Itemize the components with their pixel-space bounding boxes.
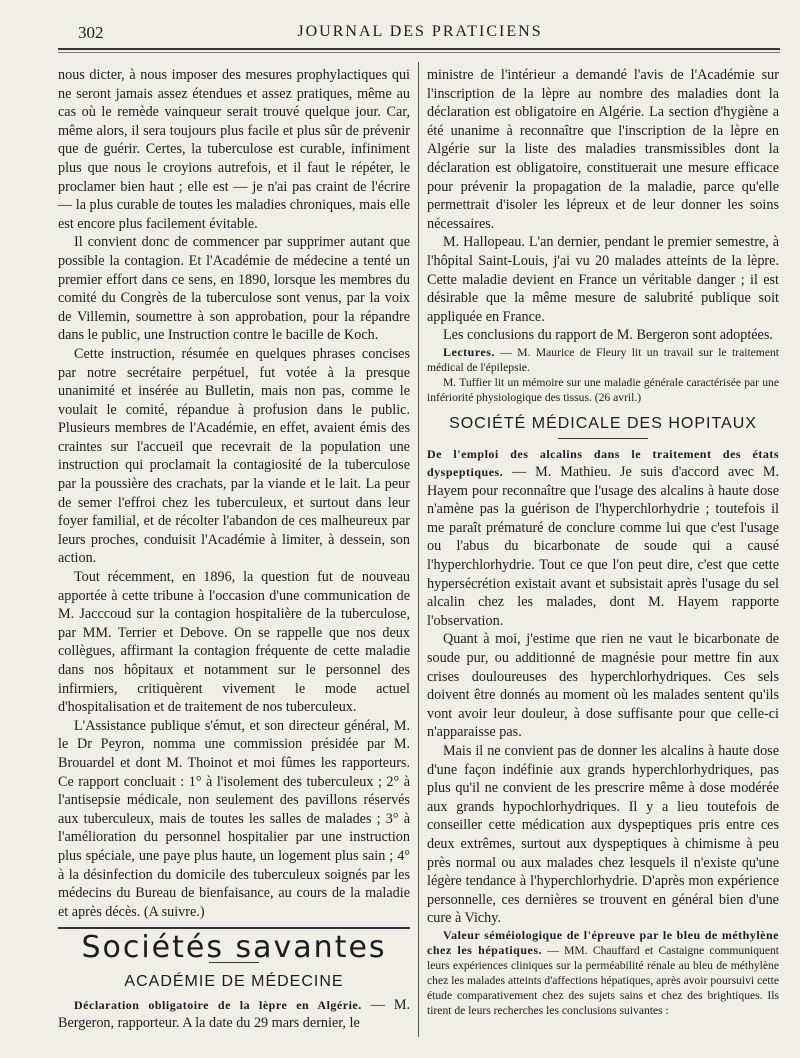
societes-savantes-title: Sociétés savantes (81, 930, 387, 966)
page-number: 302 (78, 23, 104, 42)
tuffier-paragraph: M. Tuffier lit un mémoire sur une maladie générale caractérisée par une infériorité physiologique des tissus. (26 avril.) (427, 375, 779, 404)
left-column (58, 66, 410, 1033)
declaration-lead: Déclaration obligatoire de la lèpre en Algérie. (74, 997, 362, 1012)
journal-title: JOURNAL DES PRATICIENS (297, 23, 543, 40)
page-header (60, 18, 780, 48)
alcalins-paragraph-2: Quant à moi, j'estime que rien ne vaut le bicarbonate de soude pur, ou additionné de magnésie pour mettre fin aux crises douloureuses des hyperchlorhydriques. Ces sels doivent être donnés au moment où les malades sentent qu'ils vont avoir leur douleur, à dose suffisante pour que celle-ci n'apparaisse pas. (427, 631, 779, 741)
article-paragraph-2: Il convient donc de commencer par supprimer autant que possible la contagion. Et l'Académie de médecine a tenté un premier effort dans ce sens, en 1890, lorsque les membres du comité du Congrès de la tuberculose sont venus, par la voix de Villemin, soumettre à son approbation, pour la répandre dans le public, une Instruction contre le bacille de Koch. (58, 234, 410, 344)
lectures-paragraph (427, 345, 779, 375)
lepre-paragraph-3: Les conclusions du rapport de M. Bergeron sont adoptées. (443, 327, 773, 344)
alcalins-paragraph-3: Mais il ne convient pas de donner les alcalins à haute dose d'une façon indéfinie aux grands hyperchlorhydriques, pas plus qu'il ne convient de les prescrire même à dose modérée aux grands hypochlorhydriques. Il y a lieu toutefois de conseiller cette médication aux dyspeptiques pris entre ces deux extrêmes, surtout aux dyspeptiques à chimisme à peu près normal ou aux malades chez lesquels il n'existe qu'une légère tendance à l'hyperchlorhydrie. D'après mon expérience personnelle, ces dernières se trouvent en général bien d'une cure à Vichy. (427, 743, 779, 927)
alcalins-text-1: — M. Mathieu. Je suis d'accord avec M. Hayem pour reconnaître que l'usage des alcalins à haute dose n'amène pas la guérison de l'hyperchlorhydrie ; toutefois il me paraît prématuré de conclure comme lui que c'est l'usage ou l'abus du bicarbonate de soude qui a causé l'hyperchlorhydrie. Tout ce que l'on peut dire, c'est que cette hypersécrétion existait avant et subsistait après l'usage du sel alcalin chez les malades, dont M. Hayem rapporte l'observation. (427, 464, 779, 629)
header-rule (58, 48, 780, 53)
right-column (427, 66, 779, 1018)
declaration-paragraph (58, 996, 410, 1033)
lectures-lead: Lectures. (443, 344, 495, 359)
article-paragraph-4: Tout récemment, en 1896, la question fut de nouveau apportée à cette tribune à l'occasion d'une communication de M. Jacccoud sur la contagion hospitalière de la tuberculose, par MM. Terrier et Debove. On se rappelle que nos deux collègues, affirmant la contagion fréquente de cette maladie dans nos hôpitaux et notamment sur le personnel des infirmiers, critiquèrent vivement le mode actuel d'hospitalisation et de traitement de nos tuberculeux. (58, 569, 410, 716)
societe-medicale-title: SOCIÉTÉ MÉDICALE DES HOPITAUX (449, 414, 757, 432)
article-paragraph-1: nous dicter, à nous imposer des mesures prophylactiques qui ne seront jamais assez étendues et assez pratiques, même au cas où le remède vainqueur serait trouvé quelque jour. Car, même alors, il sera toujours plus facile et plus sûr de prévenir que de guérir. Certes, la tuberculose est curable, infiniment plus que nous le croyions autrefois, et il faut le répéter, le proclamer bien haut ; elle est — je n'ai pas craint de l'écrire — la plus curable de toutes les maladies chroniques, mais elle est encore plus facilement évitable. (58, 67, 410, 232)
article-paragraph-3: Cette instruction, résumée en quelques phrases concises par notre secrétaire perpétuel, fut votée à la presque unanimité et insérée au Bulletin, mais non pas, comme le voulait le comité, répandue à profusion dans le public. Plusieurs membres de l'Académie, en effet, avaient émis des craintes sur l'accueil que recevrait de la population une instruction qui proclamait la contagiosité de la tuberculose par la poussière des crachats, par la viande et le lait. La peur de semer l'effroi chez les tuberculeux, et surtout dans leur foyer familial, et de récolter l'abandon de ces malheureux par leurs proches, conduisit l'Académie à limiter, à dessein, son action. (58, 345, 410, 567)
column-divider (418, 62, 419, 1037)
lepre-paragraph-2: M. Hallopeau. L'an dernier, pendant le premier semestre, à l'hôpital Saint-Louis, j'ai vu 20 malades atteints de la lèpre. Cette maladie devient en France un véritable danger ; il est désirable que la même mesure de salubrité publique soit appliquée en France. (427, 234, 779, 325)
valeur-lead: Valeur séméiologique de l'épreuve par le bleu de méthylène chez les hépatiques. (427, 927, 779, 957)
valeur-text: — MM. Chauffard et Castaigne communiquent leurs expériences cliniques sur la perméabilité rénale au bleu de méthylène chez les malades atteints d'affections hépatiques, après avoir poursuivi cette étude comparativement chez des sujets sains et chez des brightiques. Ils tirent de leurs recherches les conclusions suivantes : (427, 943, 779, 1017)
section-title-rule (558, 438, 648, 439)
academie-title: ACADÉMIE DE MÉDECINE (124, 972, 344, 990)
section-separator (58, 927, 410, 929)
lectures-text: — M. Maurice de Fleury lit un travail sur le traitement médical de l'épilepsie. (427, 345, 779, 374)
lepre-paragraph-1: ministre de l'intérieur a demandé l'avis de l'Académie sur l'inscription de la lèpre au nombre des maladies dont la déclaration est obligatoire en Algérie. La section d'hygiène a été unanime à reconnaître que l'inscription de la lèpre en Algérie sur la liste des maladies transmissibles dont la déclaration est obligatoire, constituerait une mesure efficace pour prévenir la propagation de la maladie, parce qu'elle permettrait d'isoler les lépreux et de leur donner les soins nécessaires. (427, 67, 779, 232)
valeur-paragraph (427, 928, 779, 1018)
alcalins-lead: De l'emploi des alcalins dans le traitement des états dyspeptiques. (427, 446, 779, 480)
article-paragraph-5: L'Assistance publique s'émut, et son directeur général, M. le Dr Peyron, nomma une commission présidée par M. Brouardel et dont M. Thoinot et moi fûmes les rapporteurs. Ce rapport concluait : 1° à l'isolement des tuberculeux ; 2° à l'antisepsie médicale, non seulement des pavillons réservés aux tuberculeux, mais de toutes les salles de malades ; 3° à l'amélioration du personnel hospitalier par une instruction plus spéciale, une paye plus haute, un logement plus sain ; 4° à la désinfection du domicile des tuberculeux soignés par les médecins du Bureau de bienfaisance, au cours de la maladie et après décès. (A suivre.) (58, 717, 410, 920)
declaration-text: — M. Bergeron, rapporteur. A la date du 29 mars dernier, le (58, 996, 410, 1032)
alcalins-paragraph-1 (427, 445, 779, 631)
